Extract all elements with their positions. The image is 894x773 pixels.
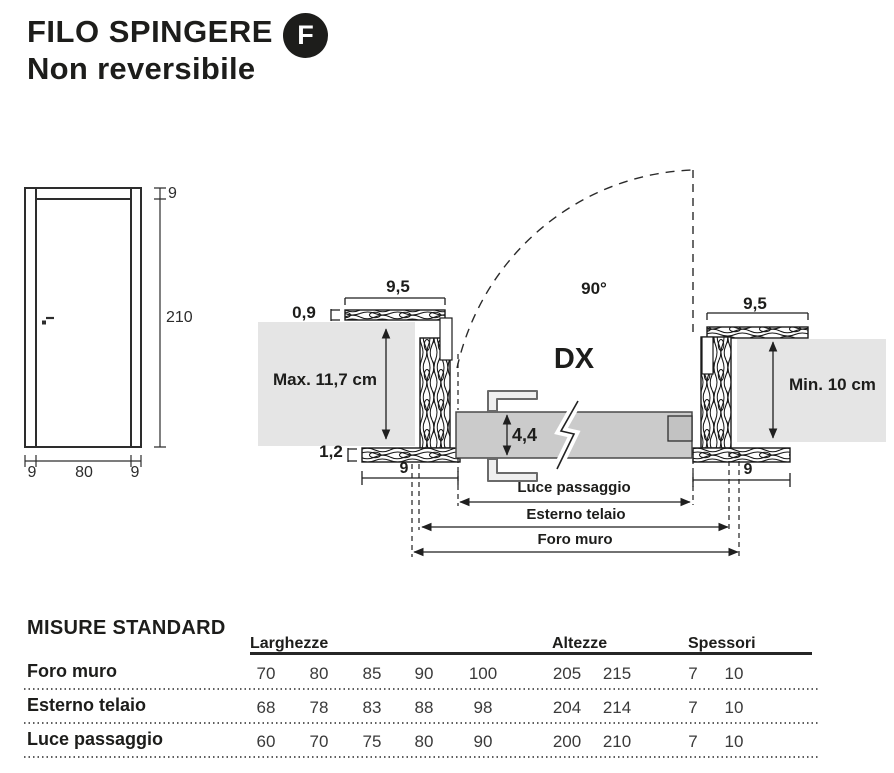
- wall-left-label: Max. 11,7 cm: [273, 370, 377, 389]
- handle-bottom-icon: [488, 459, 537, 481]
- table-cell: 214: [602, 698, 632, 717]
- table-cell: 7: [688, 732, 698, 751]
- table-cell: 200: [552, 732, 582, 751]
- elevation-bottom-right-dim: 9: [130, 464, 140, 481]
- break-symbol-mask: [557, 401, 578, 469]
- door-swing: [457, 170, 693, 368]
- elevation-bottom-left-dim: 9: [27, 464, 37, 481]
- dim-foro-label: Foro muro: [537, 531, 613, 548]
- architrave-width-right-dim: 9,5: [743, 294, 767, 313]
- wall-right-label: Min. 10 cm: [789, 375, 876, 394]
- swing-arc: [457, 170, 693, 368]
- table-title: MISURE STANDARD: [27, 617, 226, 639]
- table-cell: 204: [552, 698, 582, 717]
- architrave-left: [345, 310, 445, 320]
- table-cell: 88: [414, 698, 434, 717]
- table-cell: 80: [309, 664, 329, 683]
- frame-depth-left-dim: 9: [399, 460, 409, 477]
- table-cell: 100: [468, 664, 498, 683]
- architrave-bottom-right: [693, 448, 790, 462]
- page-subtitle: Non reversibile: [27, 51, 256, 86]
- bottom-thickness-dim: 1,2: [319, 442, 343, 461]
- table-cell: 60: [256, 732, 276, 751]
- table-cell: 70: [309, 732, 329, 751]
- architrave-width-left-dim: 9,5: [386, 277, 410, 296]
- frame-profile-right: [702, 337, 713, 374]
- table-cell: 210: [602, 732, 632, 751]
- architrave-bottom-left: [362, 448, 460, 462]
- row-separator: [24, 756, 818, 758]
- handle-top-icon: [488, 391, 537, 411]
- elevation-top-frame-dim: 9: [168, 185, 177, 202]
- table-cell: 70: [256, 664, 276, 683]
- table-cell: 80: [414, 732, 434, 751]
- hinge-block: [668, 416, 692, 441]
- column-group-spessori: Spessori: [688, 635, 756, 652]
- elevation-height-dim: 210: [166, 309, 193, 326]
- elevation-width-dim: 80: [75, 464, 93, 481]
- dim-95-right: [707, 313, 808, 320]
- elevation-handle-dot: [42, 321, 46, 325]
- table-cell: 215: [602, 664, 632, 683]
- swing-angle-label: 90°: [581, 279, 607, 298]
- table-cell: 98: [473, 698, 493, 717]
- page-title: FILO SPINGERE: [27, 14, 273, 49]
- dim-9-right: [693, 473, 790, 487]
- table-cell: 7: [688, 698, 698, 717]
- door-leaf-section: [456, 391, 692, 481]
- table-cell: 90: [473, 732, 493, 751]
- table-cell: 10: [724, 732, 744, 751]
- table-cell: 83: [362, 698, 382, 717]
- table-row-label: Esterno telaio: [27, 695, 147, 715]
- table-cell: 75: [362, 732, 382, 751]
- dim-9-left: [362, 471, 458, 485]
- column-group-larghezze: Larghezze: [250, 635, 329, 652]
- table-cell: 90: [414, 664, 434, 683]
- door-elevation: [25, 188, 141, 447]
- table-row-label: Foro muro: [27, 661, 117, 681]
- frame-profile-left: [440, 318, 452, 360]
- table-cell: 68: [256, 698, 276, 717]
- table-cell: 78: [309, 698, 329, 717]
- leaf-thickness-dim: 4,4: [512, 425, 538, 445]
- table-cell: 7: [688, 664, 698, 683]
- frame-depth-right-dim: 9: [743, 461, 753, 478]
- architrave-thickness-dim: 0,9: [292, 303, 316, 322]
- dim-esterno-label: Esterno telaio: [526, 506, 626, 523]
- row-separator: [24, 688, 818, 690]
- row-separator: [24, 722, 818, 724]
- table-row-label: Luce passaggio: [27, 729, 164, 749]
- elevation-outer-frame: [25, 188, 141, 447]
- table-header-rule: [250, 652, 812, 655]
- dim-12-bracket: [348, 448, 357, 462]
- table-cell: 85: [362, 664, 382, 683]
- table-cell: 205: [552, 664, 582, 683]
- dim-09-bracket: [331, 309, 340, 321]
- column-group-altezze: Altezze: [552, 635, 608, 652]
- table-cell: 10: [724, 698, 744, 717]
- hand-label: DX: [553, 343, 595, 375]
- dim-95-left: [345, 298, 445, 305]
- type-badge: F: [283, 13, 328, 58]
- dim-luce-label: Luce passaggio: [517, 479, 631, 496]
- table-cell: 10: [724, 664, 744, 683]
